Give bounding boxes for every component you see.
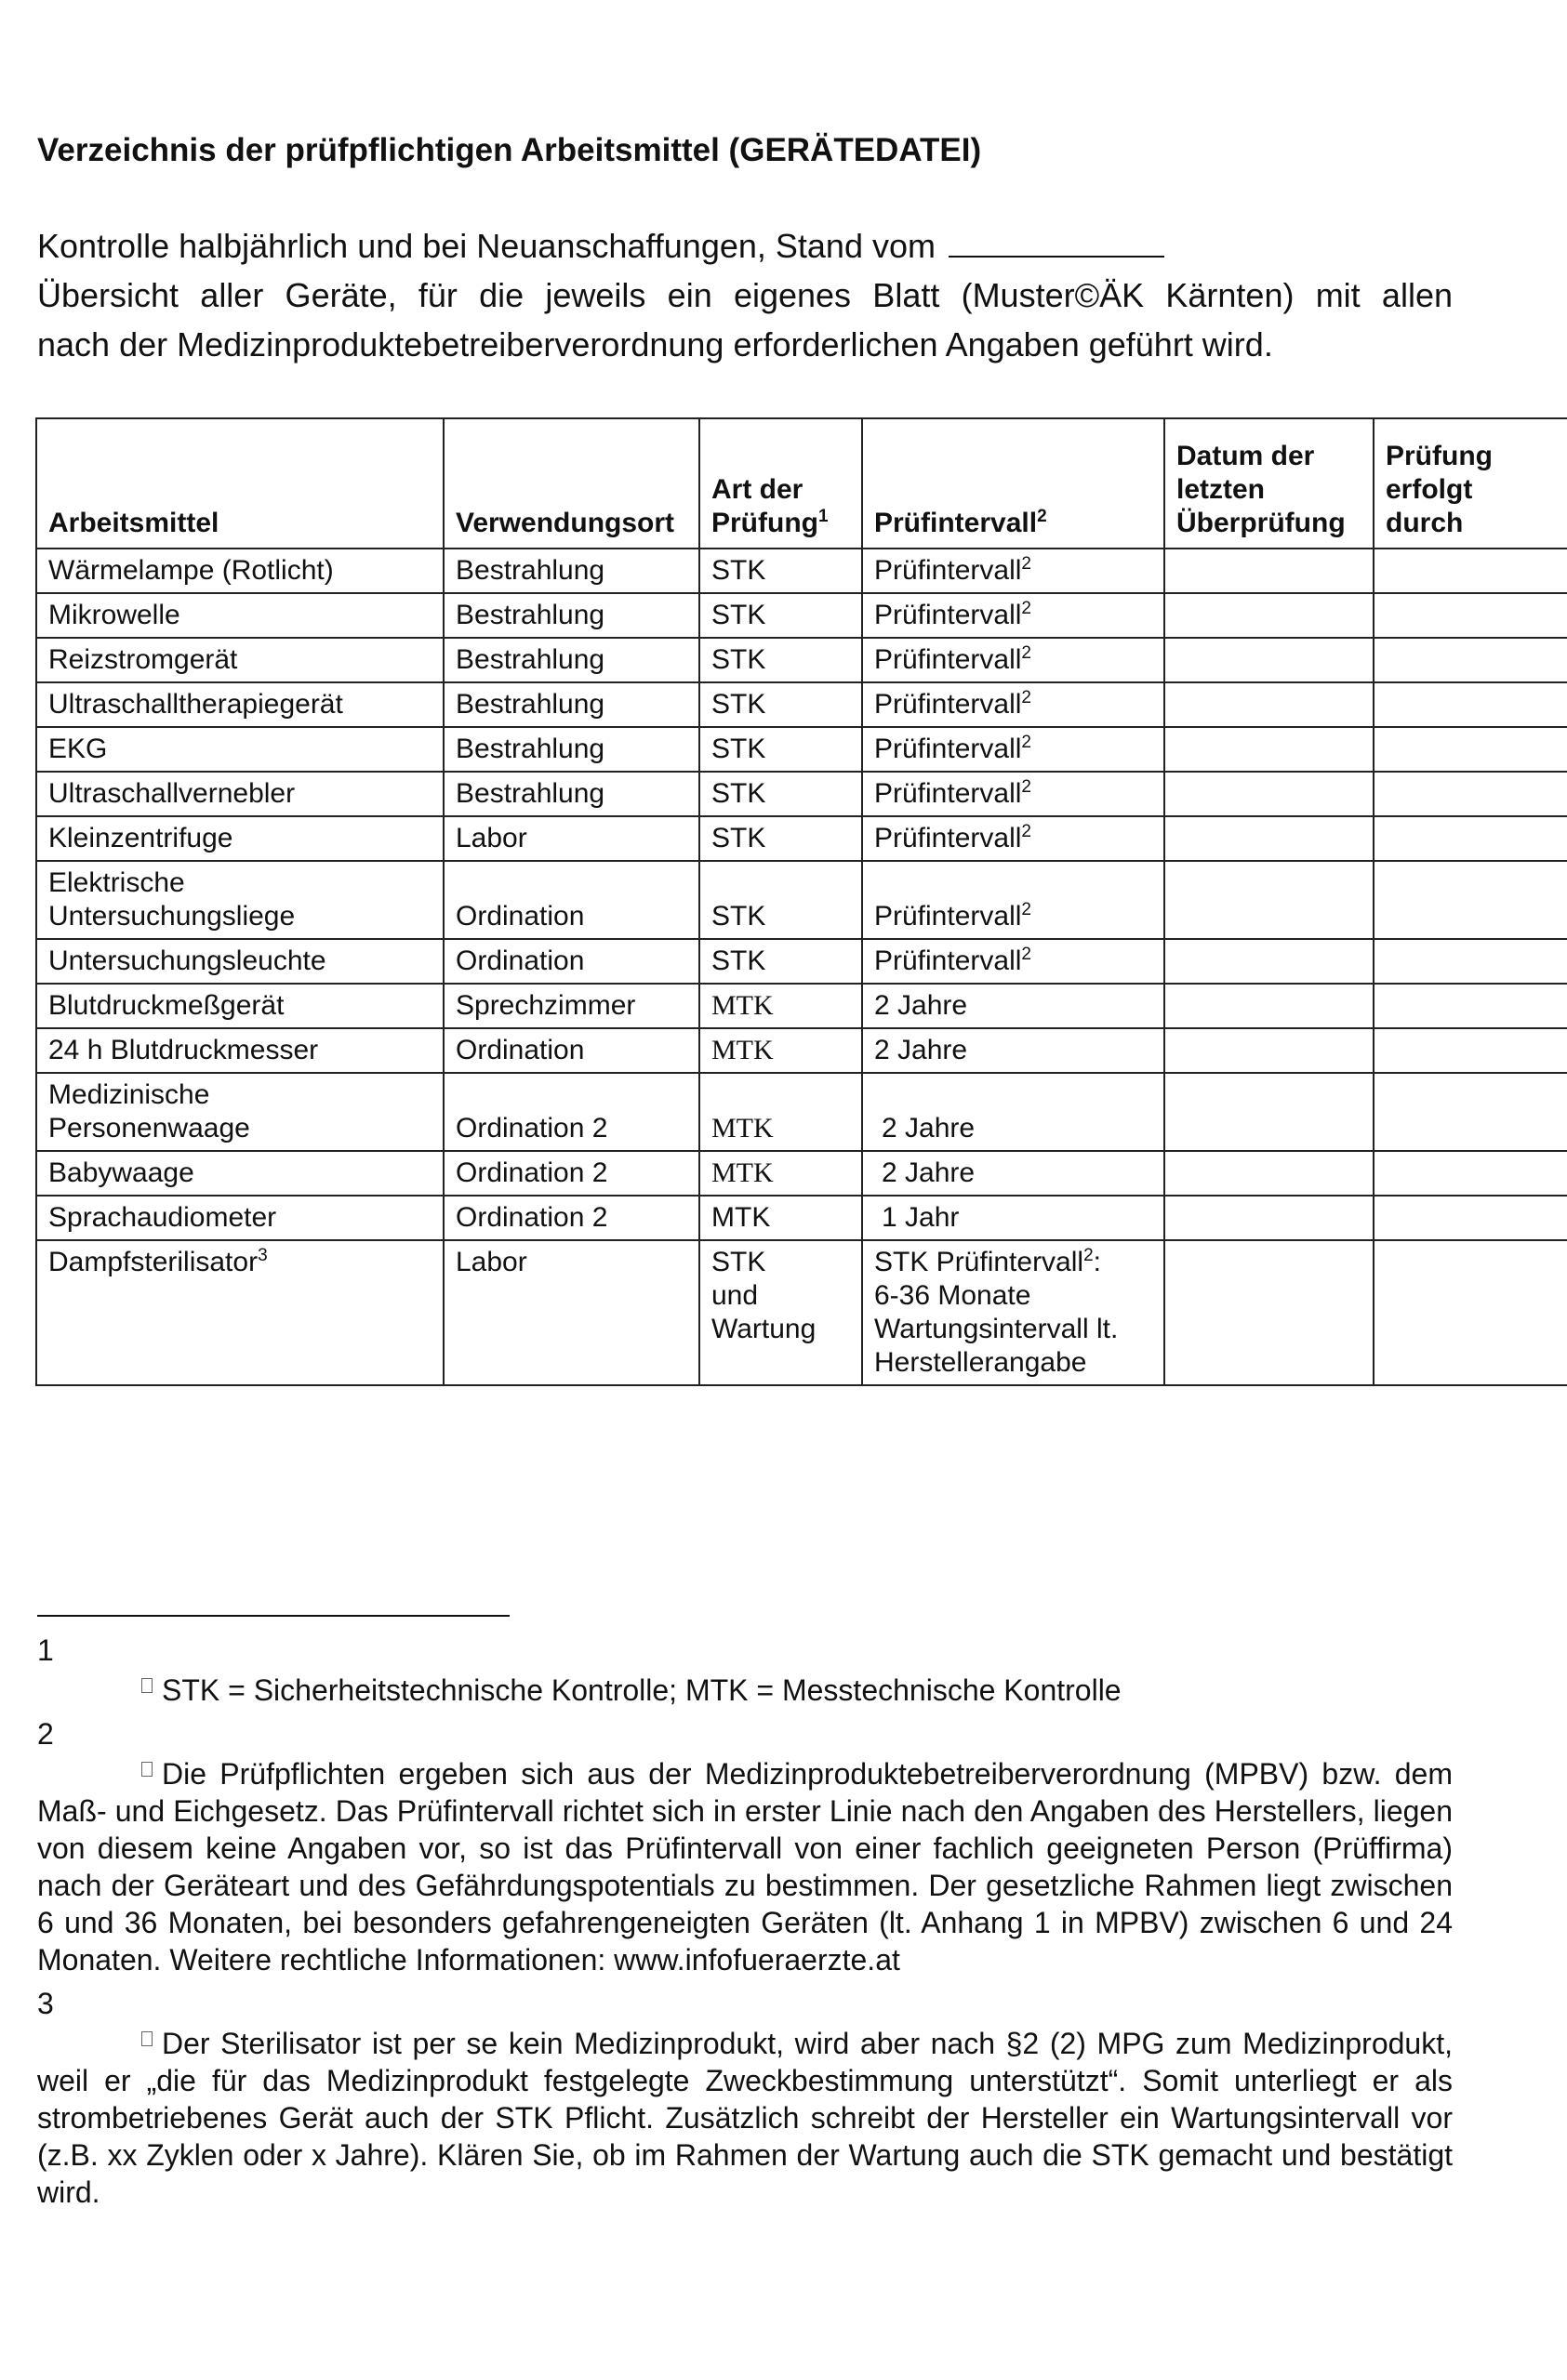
- cell-device: Untersuchungsleuchte: [36, 939, 444, 984]
- cell-test-type: MTK: [699, 984, 862, 1028]
- cell-test-type: STK: [699, 861, 862, 939]
- cell-interval: Prüfintervall$^2$: [862, 772, 1164, 816]
- header-arbeitsmittel: Arbeitsmittel: [36, 418, 444, 549]
- table-row: [36, 939, 1567, 984]
- header-pruefung-durch: Prüfung erfolgt durch: [1374, 418, 1567, 549]
- cell-interval: Prüfintervall$^2$: [862, 682, 1164, 727]
- cell-last-check-date[interactable]: [1164, 984, 1374, 1028]
- cell-device: 24 h Blutdruckmesser: [36, 1028, 444, 1073]
- table-row: [36, 549, 1567, 593]
- cell-location: Ordination 2: [444, 1196, 699, 1240]
- intro-line-1: [37, 221, 1453, 271]
- header-verwendungsort: Verwendungsort: [444, 418, 699, 549]
- table-row: [36, 593, 1567, 638]
- missing-glyph-icon: [141, 2031, 153, 2046]
- footnotes: [37, 1629, 1453, 2215]
- table-row: [36, 1196, 1567, 1240]
- missing-glyph-icon: [141, 1762, 153, 1777]
- cell-last-check-date[interactable]: [1164, 816, 1374, 861]
- footnote-number: 3: [37, 1987, 54, 2020]
- cell-last-check-date[interactable]: [1164, 939, 1374, 984]
- cell-last-check-date[interactable]: [1164, 727, 1374, 772]
- cell-location: Bestrahlung: [444, 593, 699, 638]
- cell-last-check-date[interactable]: [1164, 1240, 1374, 1385]
- table-row: [36, 638, 1567, 682]
- cell-interval: 1 Jahr: [862, 1196, 1164, 1240]
- cell-device: EKG: [36, 727, 444, 772]
- table-row: [36, 772, 1567, 816]
- cell-test-type: STK: [699, 682, 862, 727]
- footnote-text: Die Prüfpflichten ergeben sich aus der Medizinproduktebetreiberverordnung (MPBV) bzw. dem Maß- und Eichgesetz. Das Prüfintervall richtet sich in erster Linie nach den Angaben des Herstellers, liegen von diesem keine Angaben vor, so ist das Prüfintervall von einer fachlich geeigneten Person (Prüffirma) nach der Geräteart und des Gefährdungspotentials zu bestimmen. Der gesetzliche Rahmen liegt zwischen 6 und 36 Monaten, bei besonders gefahrengeneigten Geräten (lt. Anhang 1 in MPBV) zwischen 6 und 24 Monaten. Weitere rechtliche Informationen: www.infofueraerzte.at: [37, 1757, 1453, 1977]
- header-art-der-pruefung: Art der Prüfung$^1$: [699, 418, 862, 549]
- cell-interval: 2 Jahre: [862, 1073, 1164, 1151]
- device-table-body: [36, 549, 1567, 1385]
- cell-device: Elektrische Untersuchungsliege: [36, 861, 444, 939]
- cell-location: Bestrahlung: [444, 682, 699, 727]
- table-row: [36, 1240, 1567, 1385]
- cell-device: Ultraschalltherapiegerät: [36, 682, 444, 727]
- table-row: [36, 861, 1567, 939]
- cell-interval: Prüfintervall$^2$: [862, 939, 1164, 984]
- table-row: [36, 682, 1567, 727]
- table-row: [36, 1073, 1567, 1151]
- intro-line-3: nach der Medizinproduktebetreiberverordnung erforderlichen Angaben geführt wird.: [37, 325, 1273, 364]
- cell-test-type: MTK: [699, 1073, 862, 1151]
- footnote-text: Der Sterilisator ist per se kein Medizinprodukt, wird aber nach §2 (2) MPG zum Medizinprodukt, weil er „die für das Medizinprodukt festgelegte Zweckbestimmung unterstützt“. Somit unterliegt er als strombetriebenes Gerät auch der STK Pflicht. Zusätzlich schreibt der Hersteller ein Wartungsintervall vor (z.B. xx Zyklen oder x Jahre). Klären Sie, ob im Rahmen der Wartung auch die STK gemacht und bestätigt wird.: [37, 2027, 1453, 2209]
- cell-interval: 2 Jahre: [862, 1028, 1164, 1073]
- header-datum-letzte-pruefung: Datum der letzten Überprüfung: [1164, 418, 1374, 549]
- cell-location: Bestrahlung: [444, 727, 699, 772]
- date-blank-line: [949, 231, 1164, 258]
- cell-interval: Prüfintervall$^2$: [862, 549, 1164, 593]
- cell-last-check-date[interactable]: [1164, 1151, 1374, 1196]
- cell-location: Ordination 2: [444, 1151, 699, 1196]
- table-row: [36, 1151, 1567, 1196]
- cell-checked-by[interactable]: [1374, 939, 1567, 984]
- table-row: [36, 727, 1567, 772]
- cell-last-check-date[interactable]: [1164, 861, 1374, 939]
- cell-interval: Prüfintervall$^2$: [862, 638, 1164, 682]
- cell-device: Mikrowelle: [36, 593, 444, 638]
- cell-checked-by[interactable]: [1374, 1240, 1567, 1385]
- cell-location: Ordination: [444, 939, 699, 984]
- cell-device: Kleinzentrifuge: [36, 816, 444, 861]
- cell-last-check-date[interactable]: [1164, 682, 1374, 727]
- cell-test-type: STK: [699, 772, 862, 816]
- table-row: [36, 1028, 1567, 1073]
- cell-interval: 2 Jahre: [862, 984, 1164, 1028]
- cell-test-type: STK und Wartung: [699, 1240, 862, 1385]
- table-row: [36, 984, 1567, 1028]
- cell-checked-by[interactable]: [1374, 727, 1567, 772]
- table-row: [36, 816, 1567, 861]
- cell-interval: 2 Jahre: [862, 1151, 1164, 1196]
- cell-last-check-date[interactable]: [1164, 1028, 1374, 1073]
- cell-checked-by[interactable]: [1374, 772, 1567, 816]
- cell-interval: Prüfintervall$^2$: [862, 727, 1164, 772]
- cell-interval: Prüfintervall$^2$: [862, 816, 1164, 861]
- footnote-text: STK = Sicherheitstechnische Kontrolle; MTK = Messtechnische Kontrolle: [37, 1672, 1453, 1709]
- footnote-number: 2: [37, 1717, 54, 1751]
- cell-location: Bestrahlung: [444, 772, 699, 816]
- cell-checked-by[interactable]: [1374, 682, 1567, 727]
- page-title: Verzeichnis der prüfpflichtigen Arbeitsmittel (GERÄTEDATEI): [37, 132, 982, 168]
- intro-line-2: Übersicht aller Geräte, für die jeweils ein eigenes Blatt (Muster©ÄK Kärnten) mit allen: [37, 276, 1453, 314]
- cell-interval: STK Prüfintervall$^2$: 6-36 Monate Wartungsintervall lt. Herstellerangabe: [862, 1240, 1164, 1385]
- cell-device: Sprachaudiometer: [36, 1196, 444, 1240]
- cell-last-check-date[interactable]: [1164, 593, 1374, 638]
- cell-device: Babywaage: [36, 1151, 444, 1196]
- footnote-number: 1: [37, 1633, 54, 1667]
- cell-checked-by[interactable]: [1374, 861, 1567, 939]
- cell-device: Wärmelampe (Rotlicht): [36, 549, 444, 593]
- cell-location: Ordination 2: [444, 1073, 699, 1151]
- cell-checked-by[interactable]: [1374, 549, 1567, 593]
- cell-location: Bestrahlung: [444, 549, 699, 593]
- cell-location: Ordination: [444, 1028, 699, 1073]
- cell-last-check-date[interactable]: [1164, 549, 1374, 593]
- cell-test-type: STK: [699, 638, 862, 682]
- cell-checked-by[interactable]: [1374, 638, 1567, 682]
- cell-device: Reizstromgerät: [36, 638, 444, 682]
- cell-device: Dampfsterilisator$^3$: [36, 1240, 444, 1385]
- cell-test-type: STK: [699, 593, 862, 638]
- cell-last-check-date[interactable]: [1164, 638, 1374, 682]
- footnote-separator: [37, 1615, 510, 1617]
- cell-test-type: STK: [699, 816, 862, 861]
- cell-checked-by[interactable]: [1374, 1028, 1567, 1073]
- header-pruefintervall: Prüfintervall$^2$: [862, 418, 1164, 549]
- cell-test-type: STK: [699, 939, 862, 984]
- cell-interval: Prüfintervall$^2$: [862, 861, 1164, 939]
- cell-location: Ordination: [444, 861, 699, 939]
- cell-checked-by[interactable]: [1374, 816, 1567, 861]
- cell-device: Medizinische Personenwaage: [36, 1073, 444, 1151]
- cell-last-check-date[interactable]: [1164, 1196, 1374, 1240]
- cell-location: Labor: [444, 1240, 699, 1385]
- cell-checked-by[interactable]: [1374, 1196, 1567, 1240]
- table-header-row: [36, 418, 1567, 549]
- intro-text: [37, 221, 1453, 369]
- cell-test-type: MTK: [699, 1028, 862, 1073]
- cell-location: Sprechzimmer: [444, 984, 699, 1028]
- cell-device: Blutdruckmeßgerät: [36, 984, 444, 1028]
- device-table: [35, 417, 1567, 1386]
- cell-checked-by[interactable]: [1374, 593, 1567, 638]
- cell-last-check-date[interactable]: [1164, 772, 1374, 816]
- intro-status-text: Kontrolle halbjährlich und bei Neuanschaffungen, Stand vom: [37, 227, 936, 265]
- cell-device: Ultraschallvernebler: [36, 772, 444, 816]
- cell-checked-by[interactable]: [1374, 1151, 1567, 1196]
- cell-interval: Prüfintervall$^2$: [862, 593, 1164, 638]
- cell-test-type: STK: [699, 549, 862, 593]
- cell-test-type: MTK: [699, 1151, 862, 1196]
- cell-location: Bestrahlung: [444, 638, 699, 682]
- missing-glyph-icon: [141, 1678, 153, 1693]
- cell-checked-by[interactable]: [1374, 984, 1567, 1028]
- cell-test-type: MTK: [699, 1196, 862, 1240]
- cell-last-check-date[interactable]: [1164, 1073, 1374, 1151]
- cell-test-type: STK: [699, 727, 862, 772]
- cell-location: Labor: [444, 816, 699, 861]
- cell-checked-by[interactable]: [1374, 1073, 1567, 1151]
